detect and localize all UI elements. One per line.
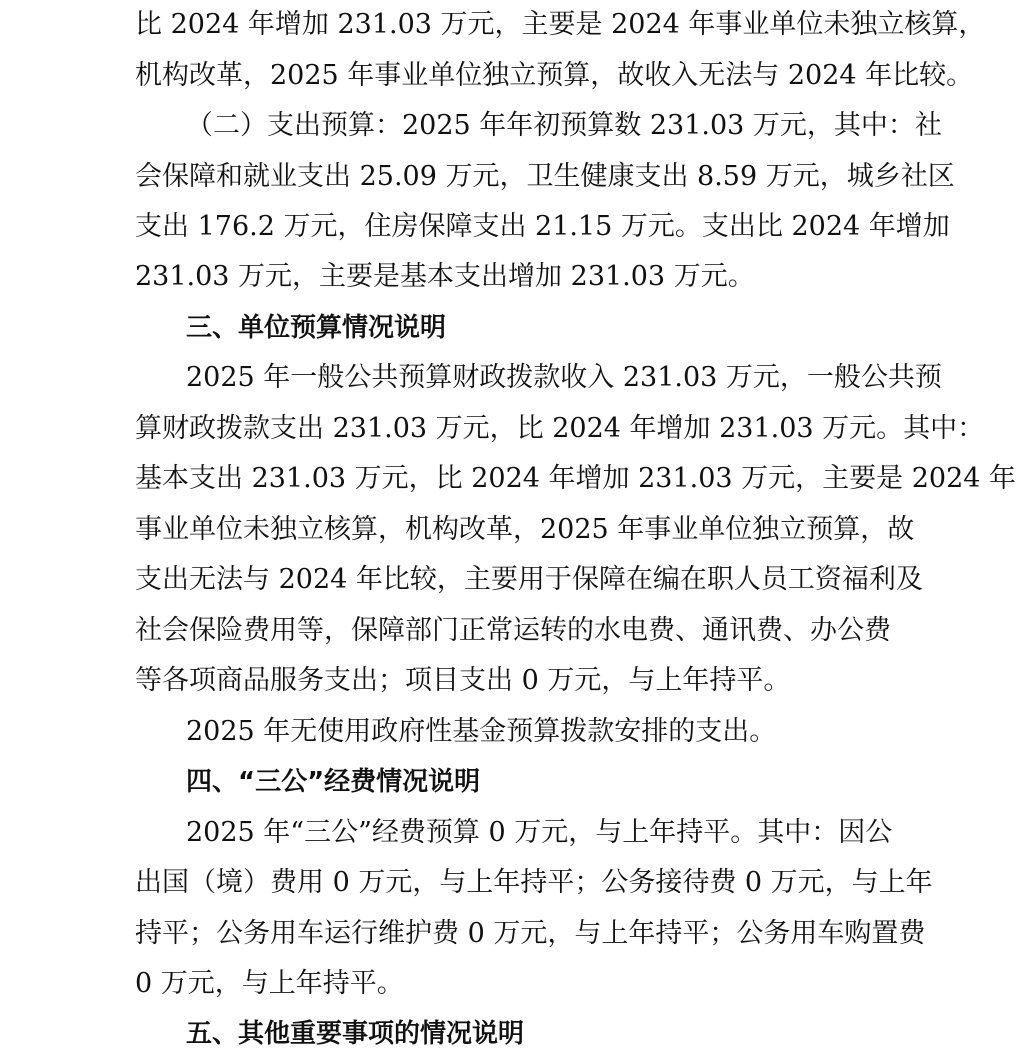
paragraph-line: 支出无法与 2024 年比较，主要用于保障在编在职人员工资福利及 <box>135 564 923 595</box>
paragraph-line: 出国（境）费用 0 万元，与上年持平；公务接待费 0 万元，与上年 <box>135 867 933 898</box>
paragraph-line: 0 万元，与上年持平。 <box>135 968 404 999</box>
paragraph-line: 基本支出 231.03 万元，比 2024 年增加 231.03 万元，主要是 2024 年 <box>135 463 1016 494</box>
paragraph-line: 事业单位未独立核算，机构改革，2025 年事业单位独立预算，故 <box>135 514 915 545</box>
paragraph-line: 支出 176.2 万元，住房保障支出 21.15 万元。支出比 2024 年增加 <box>135 211 950 242</box>
paragraph-line: 2025 年“三公”经费预算 0 万元，与上年持平。其中：因公 <box>186 817 893 848</box>
paragraph-line: 算财政拨款支出 231.03 万元，比 2024 年增加 231.03 万元。其中： <box>135 413 985 444</box>
section-heading: 三、单位预算情况说明 <box>186 313 447 343</box>
section-heading: 五、其他重要事项的情况说明 <box>186 1019 525 1049</box>
paragraph-line: 机构改革，2025 年事业单位独立预算，故收入无法与 2024 年比较。 <box>135 60 974 91</box>
paragraph-line: 会保障和就业支出 25.09 万元，卫生健康支出 8.59 万元，城乡社区 <box>135 161 955 192</box>
section-heading: 四、“三公”经费情况说明 <box>186 767 481 797</box>
paragraph-line: 持平；公务用车运行维护费 0 万元，与上年持平；公务用车购置费 <box>135 918 926 949</box>
paragraph-line: 等各项商品服务支出；项目支出 0 万元，与上年持平。 <box>135 665 791 696</box>
paragraph-line: 2025 年无使用政府性基金预算拨款安排的支出。 <box>186 716 777 747</box>
paragraph-line: 社会保险费用等，保障部门正常运转的水电费、通讯费、办公费 <box>135 615 891 646</box>
paragraph-line: 231.03 万元，主要是基本支出增加 231.03 万元。 <box>135 261 755 292</box>
paragraph-line: （二）支出预算：2025 年年初预算数 231.03 万元，其中：社 <box>186 110 942 141</box>
paragraph-line: 2025 年一般公共预算财政拨款收入 231.03 万元，一般公共预 <box>186 362 942 393</box>
paragraph-line: 比 2024 年增加 231.03 万元，主要是 2024 年事业单位未独立核算， <box>135 9 986 40</box>
